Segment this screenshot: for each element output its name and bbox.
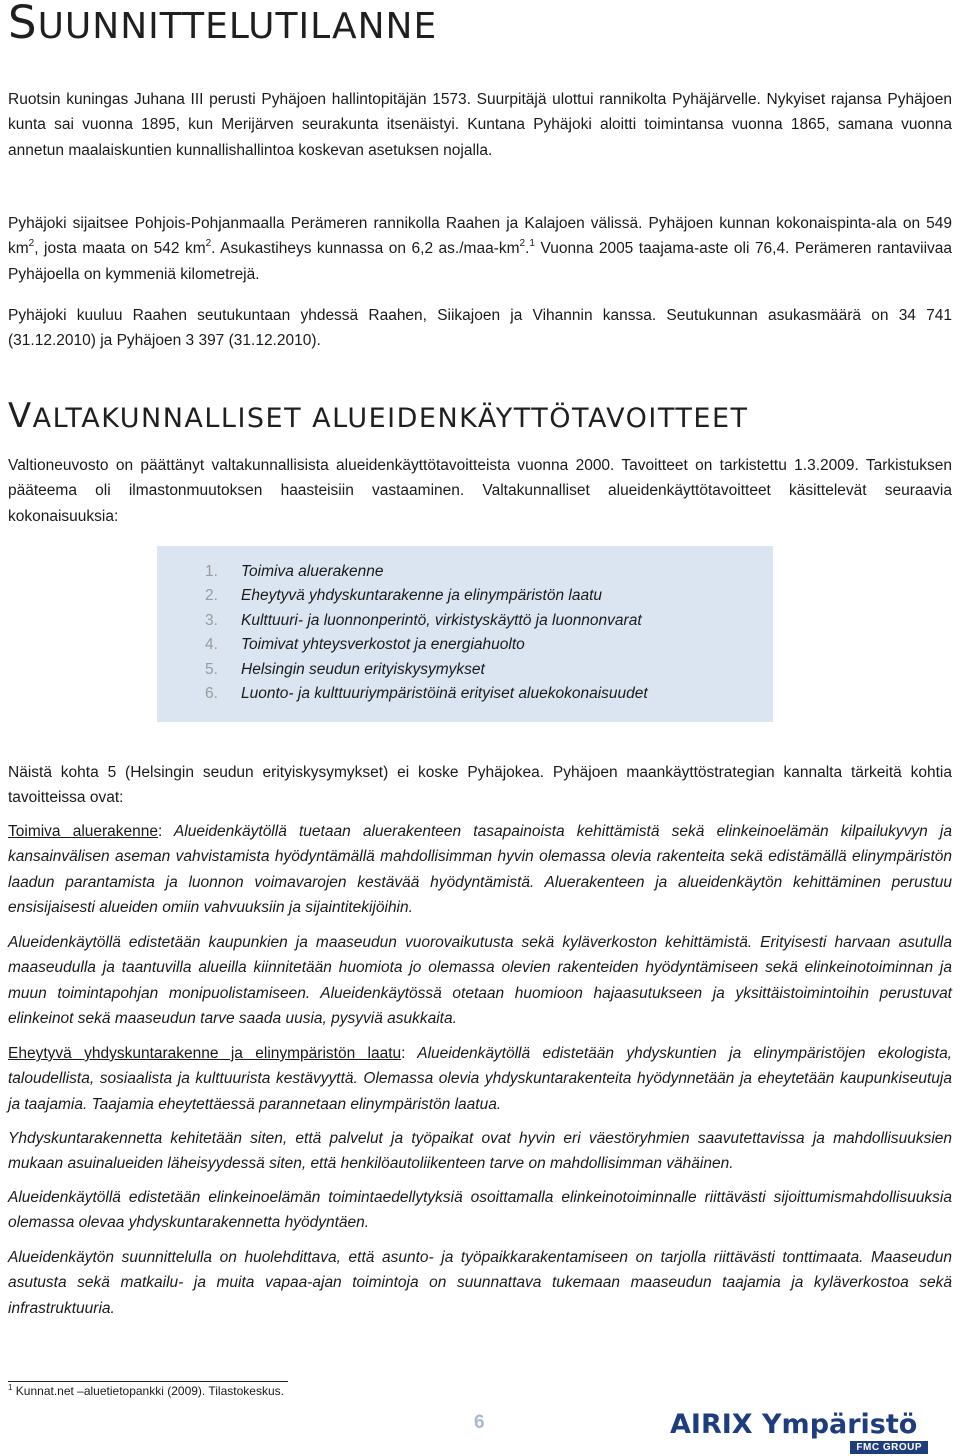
list-item <box>205 633 648 657</box>
vat-paragraph-8: Alueidenkäytön suunnittelulla on huolehdittava, että asunto- ja työpaikkarakentamiseen on tarjolla riittävästi tonttimaata. Maaseudun asutusta sekä matkailu- ja muita vapaa-ajan toimintoja on suunnattava tukemaan maaseudun taajamia ja kyläverkostoa sekä infrastruktuuria. <box>8 1249 952 1317</box>
heading-initial: V <box>8 396 33 435</box>
intro-paragraph-1: Ruotsin kuningas Juhana III perusti Pyhäjoen hallintopitäjän 1573. Suurpitäjä ulottui rannikolta Pyhäjärvelle. Nykyiset rajansa Pyhäjoen kunta sai vuonna 1895, kun Merijärven seurakunta itsenäistyi. Kuntana Pyhäjoki aloitti toimintansa vuonna 1865, samana vuonna annetun maalaiskuntien kunnallishallintoa koskevan asetuksen nojalla. <box>8 91 952 159</box>
goals-list-box <box>157 546 773 722</box>
vat-paragraph-7: Alueidenkäytöllä edistetään elinkeinoelämän toimintaedellytyksiä osoittamalla elinkeinotoiminnalle riittävästi sijoittumismahdollisuuksia olemassa olevaa yhdyskuntarakennetta hyödyntäen. <box>8 1189 952 1232</box>
label-colon: : <box>158 823 163 840</box>
heading-initial: S <box>8 0 38 49</box>
superscript: 2 <box>28 238 35 250</box>
list-item <box>205 609 648 633</box>
logo-group-tag: FMC GROUP <box>850 1441 928 1454</box>
text-run: . <box>525 240 530 258</box>
list-number: 4. <box>205 636 218 654</box>
page-number: 6 <box>474 1412 485 1433</box>
logo-brand: AIRIX <box>670 1409 753 1440</box>
list-item <box>205 584 648 608</box>
vat-paragraph-3 <box>8 819 952 920</box>
list-item <box>205 682 648 706</box>
text-run: . Asukastiheys kunnassa on 6,2 as./maa-km <box>211 240 520 258</box>
list-text: Luonto- ja kulttuuriympäristöinä erityiset aluekokonaisuudet <box>241 685 648 703</box>
list-number: 5. <box>205 660 218 678</box>
list-number: 3. <box>205 611 218 629</box>
vat-paragraph-2: Näistä kohta 5 (Helsingin seudun erityiskysymykset) ei koske Pyhäjokea. Pyhäjoen maankäyttöstrategian kannalta tärkeitä kohtia tavoitteissa ovat: <box>8 764 952 807</box>
heading-rest: ALTAKUNNALLISET ALUEIDENKÄYTTÖTAVOITTEET <box>32 403 749 434</box>
underlined-label: Eheytyvä yhdyskuntarakenne ja elinympäristön laatu <box>8 1045 402 1062</box>
list-item <box>205 658 648 682</box>
superscript: 2 <box>205 238 212 250</box>
goals-list <box>205 560 648 706</box>
footnote-marker: 1 <box>8 1383 13 1392</box>
list-text: Helsingin seudun erityiskysymykset <box>241 660 485 678</box>
list-item <box>205 560 648 584</box>
vat-paragraph-4: Alueidenkäytöllä edistetään kaupunkien ja maaseudun vuorovaikutusta sekä kyläverkoston kehittämistä. Erityisesti harvaan asutulla maaseudulla ja taantuvilla alueilla kiinnitetään huomiota jo olemassa olevien rakenteiden hyödyntämiseen sekä elinkeinotoiminnan ja muun toimintapohjan monipuolistamiseen. Alueidenkäytössä otetaan huomioon hajaasutukseen ja yksittäistoimintoihin perustuvat elinkeinot sekä maaseudun tarve saada uusia, pysyviä asukkaita. <box>8 934 952 1027</box>
text-run: , josta maata on 542 km <box>34 240 206 258</box>
list-text: Toimivat yhteysverkostot ja energiahuolto <box>241 636 525 654</box>
section-heading-valtakunnalliset <box>8 398 749 437</box>
footnote-divider <box>8 1381 288 1382</box>
list-text: Toimiva aluerakenne <box>241 563 384 580</box>
vat-paragraph-5 <box>8 1041 952 1117</box>
list-text: Eheytyvä yhdyskuntarakenne ja elinympäristön laatu <box>241 587 603 605</box>
company-logo <box>670 1408 954 1456</box>
vat-paragraph-6: Yhdyskuntarakennetta kehitetään siten, että palvelut ja työpaikat ovat hyvin eri väestöryhmien saavutettavissa ja mahdollisuuksien mukaan asuinalueiden läheisyydessä siten, että henkilöautoliikenteen tarve on mahdollisimman vähäinen. <box>8 1130 952 1173</box>
section-heading-suunnittelutilanne <box>8 0 437 50</box>
text-run: Vuonna 2005 taajama-aste oli 76,4. Perämeren rantaviivaa Pyhäjoella on kymmeniä kilometrejä. <box>8 240 953 283</box>
text-run: Alueidenkäytöllä tuetaan aluerakenteen tasapainoista kehittämistä sekä elinkeinoelämän kilpailukyvyn ja kansainvälisen aseman vahvistamista hyödyntämällä mahdollisimman hyvin olemassa olevia rakenteita sekä edistämällä elinympäristön laadun parantamista ja luonnon voimavarojen kestävää hyödyntämistä. Aluerakenteen ja alueidenkäytön kehittäminen perustuu ensisijaisesti alueiden omiin vahvuuksiin ja sijaintitekijöihin. <box>8 823 952 916</box>
footnote <box>8 1383 284 1399</box>
superscript: 2 <box>519 238 526 250</box>
list-number: 6. <box>205 685 218 703</box>
list-number: 2. <box>205 587 218 605</box>
vat-paragraph-1: Valtioneuvosto on päättänyt valtakunnallisista alueidenkäyttötavoitteista vuonna 2000. Tavoitteet on tarkistettu 1.3.2009. Tarkistuksen pääteema oli ilmastonmuutoksen haasteisiin vastaaminen. Valtakunnalliset alueidenkäyttötavoitteet käsittelevät seuraavia kokonaisuuksia: <box>8 457 952 525</box>
footnote-reference: 1 <box>529 238 535 250</box>
list-text: Kulttuuri- ja luonnonperintö, virkistyskäyttö ja luonnonvarat <box>241 611 642 629</box>
logo-wordmark <box>670 1408 917 1442</box>
footnote-text: Kunnat.net –aluetietopankki (2009). Tilastokeskus. <box>12 1384 284 1398</box>
logo-name: Ympäristö <box>752 1409 918 1440</box>
intro-paragraph-2 <box>8 211 952 287</box>
intro-paragraph-3: Pyhäjoki kuuluu Raahen seutukuntaan yhdessä Raahen, Siikajoen ja Vihannin kanssa. Seutukunnan asukasmäärä on 34 741 (31.12.2010) ja Pyhäjoen 3 397 (31.12.2010). <box>8 307 952 350</box>
label-colon: : <box>401 1045 406 1062</box>
heading-rest: UUNNITTELUTILANNE <box>37 6 438 47</box>
text-run: Pyhäjoki sijaitsee Pohjois-Pohjanmaalla Perämeren rannikolla Raahen ja Kalajoen välissä. Pyhäjoen kunnan kokonaispinta-ala on 549 km <box>8 215 952 258</box>
text-run: Alueidenkäytöllä edistetään yhdyskuntien ja elinympäristöjen ekologista, taloudellista, sosiaalista ja kulttuurista kestävyyttä. Olemassa olevia yhdyskuntarakenteita hyödynnetään ja eheytetään kaupunkiseutuja ja taajamia. Taajamia eheytettäessä parannetaan elinympäristön laatua. <box>8 1045 952 1113</box>
list-number: 1. <box>205 563 218 580</box>
underlined-label: Toimiva aluerakenne <box>8 823 159 840</box>
